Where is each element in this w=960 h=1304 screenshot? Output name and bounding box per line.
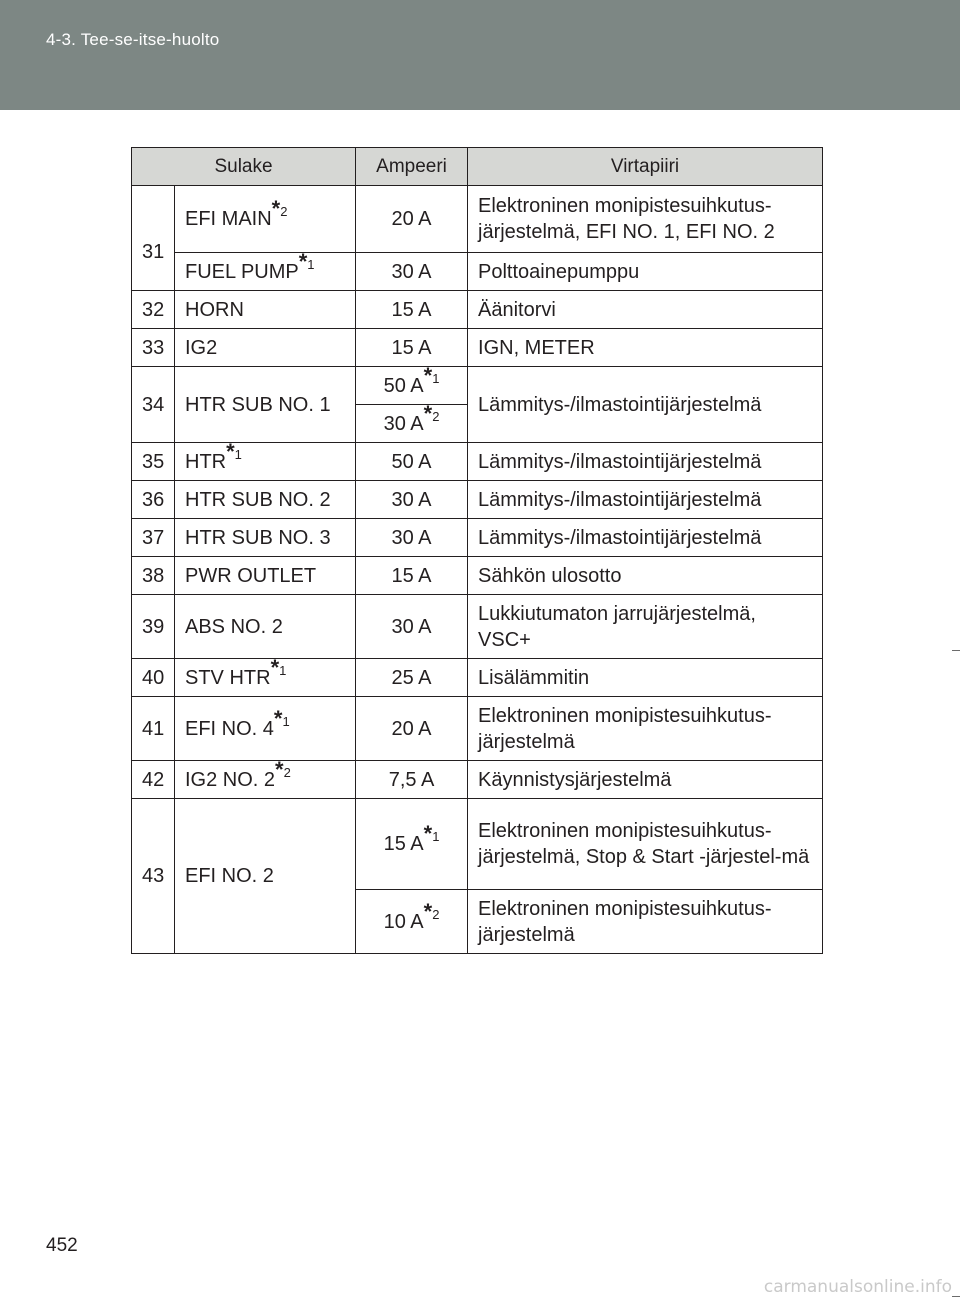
footnote-marker: *1 (298, 248, 315, 274)
footnote-marker: *1 (226, 438, 242, 464)
footnote-marker: *1 (423, 821, 440, 846)
fuse-name-text: EFI MAIN (185, 208, 272, 230)
fuse-circuit: Elektroninen monipistesuihkutus-järjestelmä (468, 697, 823, 761)
fuse-ampere: 30 A (356, 481, 468, 519)
fuse-circuit: Lisälämmitin (468, 659, 823, 697)
fuse-name (175, 654, 356, 697)
fuse-name (175, 438, 356, 481)
fuse-number: 35 (132, 443, 175, 481)
header-circuit: Virtapiiri (468, 148, 823, 186)
fuse-circuit: Käynnistysjärjestelmä (468, 761, 823, 799)
fuse-number: 41 (132, 697, 175, 761)
table-row (132, 659, 823, 697)
fuse-number: 34 (132, 367, 175, 443)
table-header-row (132, 148, 823, 186)
table-row (132, 253, 823, 291)
fuse-circuit: Polttoainepumppu (468, 253, 823, 291)
fuse-ampere: 20 A (356, 186, 468, 253)
fuse-circuit: Lukkiutumaton jarrujärjestelmä, VSC+ (468, 595, 823, 659)
footnote-marker: *1 (273, 705, 290, 731)
fuse-circuit: Elektroninen monipistesuihkutus-järjestelmä (468, 890, 823, 954)
crop-mark (952, 1296, 960, 1297)
chapter-header (0, 0, 960, 110)
fuse-name-text: HTR (185, 450, 227, 473)
chapter-title: 4-3. Tee-se-itse-huolto (46, 30, 220, 49)
table-row (132, 761, 823, 799)
fuse-name (175, 756, 356, 799)
fuse-name: HTR SUB NO. 1 (175, 367, 356, 443)
fuse-ampere: 25 A (356, 659, 468, 697)
fuse-ampere: 30 $A^{*2}$ (356, 405, 468, 443)
fuse-number: 42 (132, 761, 175, 799)
watermark-text: carmanualsonline.info (763, 1277, 952, 1297)
fuse-number: 31 (132, 186, 175, 291)
fuse-ampere: 50 $A^{*1}$ (356, 367, 468, 405)
table-row (132, 291, 823, 329)
fuse-name: PWR OUTLET (175, 557, 356, 595)
footnote-marker: *2 (275, 756, 291, 782)
table-row (132, 443, 823, 481)
fuse-name-text: IG2 NO. 2 (185, 768, 276, 791)
fuse-ampere: 7,5 A (356, 761, 468, 799)
fuse-circuit: Elektroninen monipistesuihkutus-järjestelmä, Stop & Start -järjestel-mä (468, 799, 823, 890)
crop-mark (952, 650, 960, 651)
footnote-marker: *2 (423, 898, 440, 924)
fuse-ampere: 15 A (356, 291, 468, 329)
fuse-number: 40 (132, 659, 175, 697)
footnote-marker: *1 (423, 362, 440, 388)
fuse-number: 43 (132, 799, 175, 954)
fuse-circuit: Lämmitys-/ilmastointijärjestelmä (468, 443, 823, 481)
table-row (132, 697, 823, 761)
fuse-ampere: 15 A (356, 329, 468, 367)
table-row (132, 329, 823, 367)
table-row (132, 557, 823, 595)
fuse-number: 33 (132, 329, 175, 367)
page-number: 452 (46, 1235, 78, 1256)
fuse-name (175, 248, 356, 291)
fuse-ampere: 30 A (356, 519, 468, 557)
fuse-name: HTR SUB NO. 2 (175, 481, 356, 519)
footnote-marker: *2 (423, 400, 440, 426)
fuse-circuit: Sähkön ulosotto (468, 557, 823, 595)
fuse-name-text: FUEL PUMP (185, 260, 299, 283)
fuse-number: 39 (132, 595, 175, 659)
table-row (132, 186, 823, 253)
fuse-circuit: Äänitorvi (468, 291, 823, 329)
fuse-name: HORN (175, 291, 356, 329)
fuse-ampere: 15 A (356, 557, 468, 595)
fuse-ampere: 10 $A^{*2}$ (356, 890, 468, 954)
fuse-number: 36 (132, 481, 175, 519)
footnote-marker: *1 (270, 654, 287, 680)
fuse-circuit: Lämmitys-/ilmastointijärjestelmä (468, 519, 823, 557)
footnote-marker: *2 (271, 196, 288, 221)
fuse-ampere: 20 A (356, 697, 468, 761)
fuse-name: ABS NO. 2 (175, 595, 356, 659)
fuse-name: IG2 (175, 329, 356, 367)
fuse-circuit: Lämmitys-/ilmastointijärjestelmä (468, 367, 823, 443)
header-ampere: Ampeeri (356, 148, 468, 186)
fuse-number: 38 (132, 557, 175, 595)
fuse-circuit: IGN, METER (468, 329, 823, 367)
table-row (132, 519, 823, 557)
fuse-circuit: Lämmitys-/ilmastointijärjestelmä (468, 481, 823, 519)
fuse-name (175, 697, 356, 761)
header-fuse: Sulake (132, 148, 356, 186)
table-row (132, 595, 823, 659)
fuse-name-text: STV HTR (185, 666, 271, 689)
fuse-name (175, 186, 356, 253)
fuse-ampere: 30 A (356, 253, 468, 291)
fuse-circuit: Elektroninen monipistesuihkutus-järjestelmä, EFI NO. 1, EFI NO. 2 (468, 186, 823, 253)
table-row (132, 481, 823, 519)
table-row (132, 799, 823, 890)
fuse-ampere: 15 $A^{*1}$ (356, 799, 468, 890)
fuse-number: 32 (132, 291, 175, 329)
fuse-number: 37 (132, 519, 175, 557)
fuse-name-text: EFI NO. 4 (185, 717, 274, 740)
fuse-name: HTR SUB NO. 3 (175, 519, 356, 557)
table-row (132, 367, 823, 405)
fuse-table (131, 147, 823, 954)
fuse-ampere: 30 A (356, 595, 468, 659)
fuse-ampere: 50 A (356, 443, 468, 481)
fuse-name: EFI NO. 2 (175, 799, 356, 954)
